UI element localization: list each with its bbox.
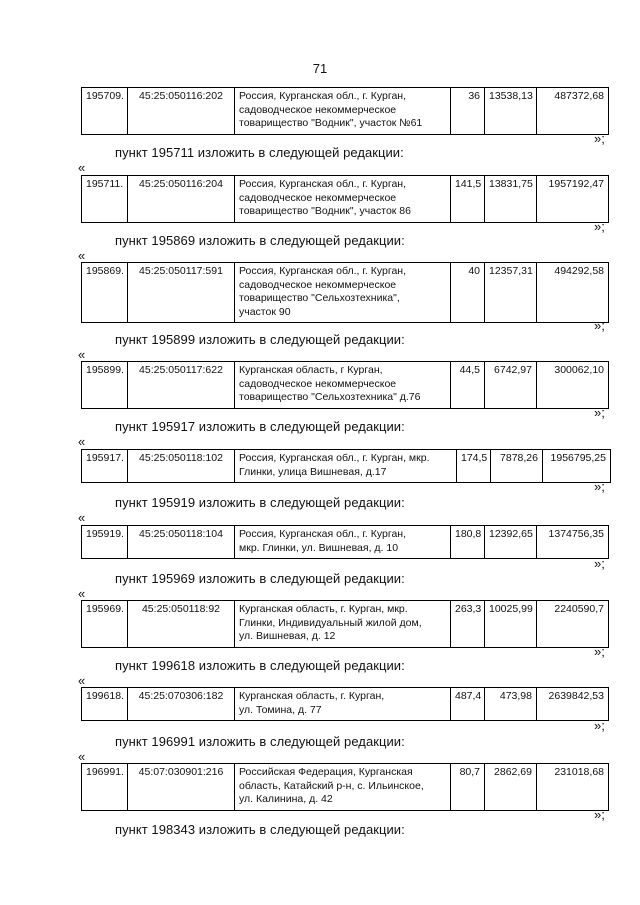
area: 141,5 bbox=[451, 176, 485, 223]
cadastral-cost: 2240590,7 bbox=[537, 601, 609, 648]
cadastral-cost: 1374756,35 bbox=[537, 526, 609, 559]
opening-quote: « bbox=[78, 673, 86, 688]
table-row bbox=[82, 176, 609, 223]
cadastral-number: 45:25:050118:104 bbox=[128, 526, 235, 559]
property-row-table bbox=[81, 175, 609, 223]
closing-quote: »; bbox=[594, 131, 605, 146]
opening-quote: « bbox=[78, 160, 86, 175]
area: 174,5 bbox=[457, 450, 491, 483]
property-row-table bbox=[81, 87, 609, 135]
cadastral-number: 45:25:050118:92 bbox=[128, 601, 235, 648]
item-number: 195711. bbox=[82, 176, 128, 223]
item-number: 195917. bbox=[82, 450, 128, 483]
opening-quote: « bbox=[78, 586, 86, 601]
instruction-text: пункт 198343 изложить в следующей редакции: bbox=[115, 822, 405, 837]
closing-quote: »; bbox=[594, 718, 605, 733]
property-row-table bbox=[81, 449, 611, 483]
closing-quote: »; bbox=[594, 318, 605, 333]
closing-quote: »; bbox=[594, 807, 605, 822]
property-row-table bbox=[81, 262, 609, 323]
specific-value: 13831,75 bbox=[485, 176, 537, 223]
cadastral-cost: 1956795,25 bbox=[543, 450, 611, 483]
address: Российская Федерация, Курганская область, Катайский р-н, с. Ильинское, ул. Калинина, д. 42 bbox=[235, 764, 451, 811]
cadastral-number: 45:25:050117:622 bbox=[128, 362, 235, 409]
property-row-table bbox=[81, 361, 609, 409]
area: 487,4 bbox=[451, 688, 485, 721]
property-row-table bbox=[81, 763, 609, 811]
item-number: 195919. bbox=[82, 526, 128, 559]
property-row-table bbox=[81, 600, 609, 648]
table-row bbox=[82, 764, 609, 811]
item-number: 196991. bbox=[82, 764, 128, 811]
cadastral-number: 45:25:050116:202 bbox=[128, 88, 235, 135]
cadastral-number: 45:25:070306:182 bbox=[128, 688, 235, 721]
table-row bbox=[82, 601, 609, 648]
opening-quote: « bbox=[78, 510, 86, 525]
table-row bbox=[82, 362, 609, 409]
instruction-text: пункт 195919 изложить в следующей редакции: bbox=[115, 495, 405, 510]
closing-quote: »; bbox=[594, 405, 605, 420]
instruction-text: пункт 195869 изложить в следующей редакции: bbox=[115, 233, 405, 248]
address: Россия, Курганская обл., г. Курган, мкр. Глинки, ул. Вишневая, д. 10 bbox=[235, 526, 451, 559]
address: Курганская область, г Курган, садоводческое некоммерческое товарищество "Сельхозтехника" д.76 bbox=[235, 362, 451, 409]
closing-quote: »; bbox=[594, 219, 605, 234]
table-row bbox=[82, 450, 611, 483]
cadastral-cost: 1957192,47 bbox=[537, 176, 609, 223]
address: Курганская область, г. Курган, ул. Томина, д. 77 bbox=[235, 688, 451, 721]
specific-value: 7878,26 bbox=[491, 450, 543, 483]
area: 36 bbox=[451, 88, 485, 135]
item-number: 195969. bbox=[82, 601, 128, 648]
instruction-text: пункт 199618 изложить в следующей редакции: bbox=[115, 658, 405, 673]
opening-quote: « bbox=[78, 347, 86, 362]
cadastral-cost: 2639842,53 bbox=[537, 688, 609, 721]
area: 44,5 bbox=[451, 362, 485, 409]
closing-quote: »; bbox=[594, 479, 605, 494]
address: Россия, Курганская обл., г. Курган, садоводческое некоммерческое товарищество "Водник", участок 86 bbox=[235, 176, 451, 223]
specific-value: 10025,99 bbox=[485, 601, 537, 648]
closing-quote: »; bbox=[594, 556, 605, 571]
item-number: 195869. bbox=[82, 263, 128, 323]
opening-quote: « bbox=[78, 434, 86, 449]
cadastral-cost: 231018,68 bbox=[537, 764, 609, 811]
area: 80,7 bbox=[451, 764, 485, 811]
table-row bbox=[82, 88, 609, 135]
specific-value: 12392,65 bbox=[485, 526, 537, 559]
instruction-text: пункт 195917 изложить в следующей редакции: bbox=[115, 419, 405, 434]
table-row bbox=[82, 526, 609, 559]
opening-quote: « bbox=[78, 749, 86, 764]
cadastral-cost: 494292,58 bbox=[537, 263, 609, 323]
cadastral-number: 45:25:050116:204 bbox=[128, 176, 235, 223]
cadastral-cost: 300062,10 bbox=[537, 362, 609, 409]
cadastral-number: 45:25:050118:102 bbox=[128, 450, 235, 483]
item-number: 195899. bbox=[82, 362, 128, 409]
page-number: 71 bbox=[312, 61, 328, 76]
address: Россия, Курганская обл., г. Курган, садоводческое некоммерческое товарищество "Водник", участок №61 bbox=[235, 88, 451, 135]
item-number: 199618. bbox=[82, 688, 128, 721]
address: Курганская область, г. Курган, мкр. Глинки, Индивидуальный жилой дом, ул. Вишневая, д. 12 bbox=[235, 601, 451, 648]
item-number: 195709. bbox=[82, 88, 128, 135]
cadastral-number: 45:25:050117:591 bbox=[128, 263, 235, 323]
cadastral-cost: 487372,68 bbox=[537, 88, 609, 135]
area: 40 bbox=[451, 263, 485, 323]
area: 180,8 bbox=[451, 526, 485, 559]
cadastral-number: 45:07:030901:216 bbox=[128, 764, 235, 811]
table-row bbox=[82, 263, 609, 323]
specific-value: 12357,31 bbox=[485, 263, 537, 323]
property-row-table bbox=[81, 525, 609, 559]
instruction-text: пункт 195711 изложить в следующей редакции: bbox=[115, 145, 404, 160]
property-row-table bbox=[81, 687, 609, 721]
table-row bbox=[82, 688, 609, 721]
specific-value: 6742,97 bbox=[485, 362, 537, 409]
address: Россия, Курганская обл., г. Курган, садоводческое некоммерческое товарищество "Сельхозтехника", участок 90 bbox=[235, 263, 451, 323]
specific-value: 473,98 bbox=[485, 688, 537, 721]
area: 263,3 bbox=[451, 601, 485, 648]
instruction-text: пункт 195899 изложить в следующей редакции: bbox=[115, 332, 405, 347]
specific-value: 13538,13 bbox=[485, 88, 537, 135]
address: Россия, Курганская обл., г. Курган, мкр. Глинки, улица Вишневая, д.17 bbox=[235, 450, 457, 483]
opening-quote: « bbox=[78, 248, 86, 263]
closing-quote: »; bbox=[594, 644, 605, 659]
instruction-text: пункт 195969 изложить в следующей редакции: bbox=[115, 571, 405, 586]
specific-value: 2862,69 bbox=[485, 764, 537, 811]
instruction-text: пункт 196991 изложить в следующей редакции: bbox=[115, 734, 405, 749]
